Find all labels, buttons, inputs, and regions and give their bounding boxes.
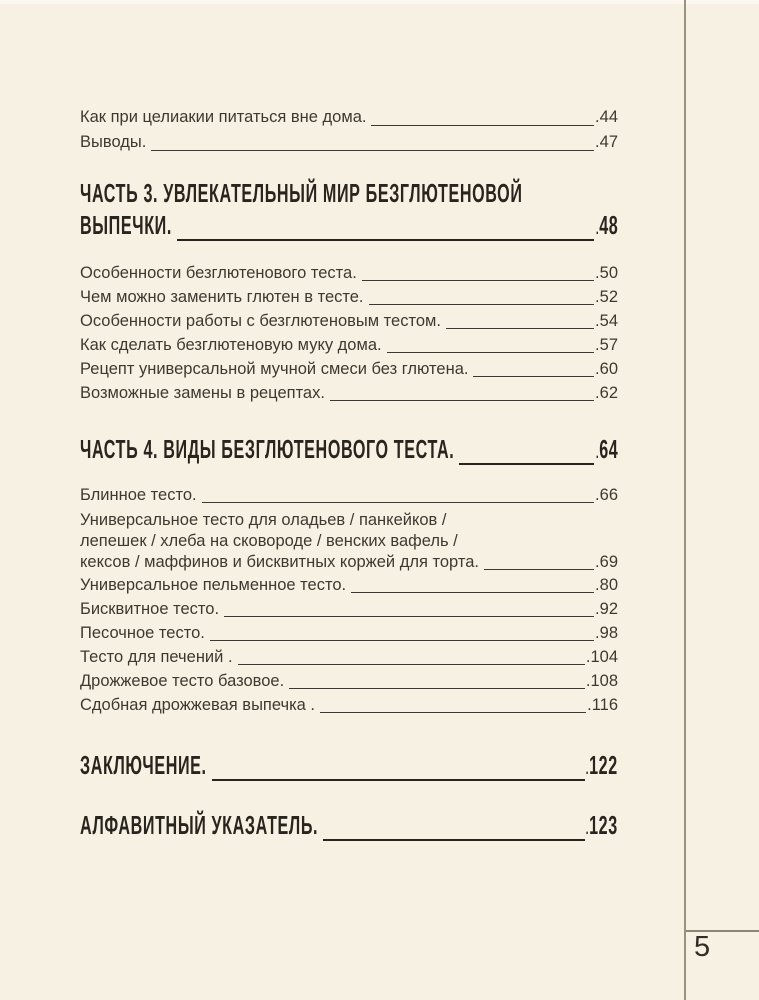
toc-entry	[80, 333, 618, 357]
toc-entry-label: Бисквитное тесто.	[80, 600, 220, 618]
leader-line	[446, 328, 594, 329]
toc-entry	[80, 621, 618, 645]
toc-entry-label: Чем можно заменить глютен в тесте.	[80, 288, 364, 306]
toc-entry-page: . 66	[595, 483, 618, 507]
leader-line	[330, 400, 594, 401]
leader-line	[224, 616, 594, 617]
toc-entry	[80, 381, 618, 405]
toc-entry	[80, 309, 618, 333]
toc-entry-page: . 116	[587, 693, 618, 717]
leader-line	[473, 376, 594, 377]
toc-entry-page: . 92	[595, 597, 618, 621]
toc-entry	[80, 357, 618, 381]
page-number: 5	[694, 931, 711, 963]
toc-entry	[80, 669, 618, 693]
toc-entry-label: Возможные замены в рецептах.	[80, 384, 325, 402]
leader-line	[323, 839, 585, 841]
toc-entry-label-line: Универсальное тесто для оладьев / панкейков /	[80, 511, 447, 529]
page-margin-rule	[684, 0, 686, 1000]
leader-line	[151, 150, 594, 151]
toc-entry-page: . 108	[586, 669, 618, 693]
toc-entry	[80, 645, 618, 669]
part4-title-row	[80, 433, 618, 470]
part4-title-text: ЧАСТЬ 4. ВИДЫ БЕЗГЛЮТЕНОВОГО ТЕСТА.	[80, 434, 455, 464]
toc-entry-page: . 50	[595, 261, 618, 285]
index-page: . 123	[586, 809, 618, 846]
toc-entry	[80, 573, 618, 597]
toc-entry-label: Выводы.	[80, 133, 147, 151]
leader-line	[351, 592, 594, 593]
toc-entry-page: . 69	[595, 552, 618, 573]
leader-line	[387, 352, 594, 353]
part3-title-text: ЧАСТЬ 3. УВЛЕКАТЕЛЬНЫЙ МИР БЕЗГЛЮТЕНОВОЙ	[80, 178, 523, 208]
toc-entry	[80, 285, 618, 309]
index-row	[80, 809, 618, 846]
toc-entry-label: Как сделать безглютеновую муку дома.	[80, 336, 382, 354]
toc-entry-label: Блинное тесто.	[80, 486, 197, 504]
part4-heading	[80, 433, 618, 470]
toc-entry-label: Особенности безглютенового теста.	[80, 264, 357, 282]
toc-entry-last-line	[80, 552, 618, 573]
part3-heading	[80, 177, 618, 246]
leader-line	[459, 463, 594, 465]
leader-line	[212, 779, 585, 781]
toc-entry-label: Дрожжевое тесто базовое.	[80, 672, 285, 690]
toc-entry	[80, 261, 618, 285]
toc-entry-label: Тесто для печений .	[80, 648, 233, 666]
leader-line	[484, 569, 594, 570]
toc-entry	[80, 693, 618, 717]
toc-entry-page: . 62	[595, 381, 618, 405]
toc-entry-label: Песочное тесто.	[80, 624, 205, 642]
table-of-contents	[80, 0, 618, 846]
toc-entry	[80, 130, 618, 155]
part3-title-line1	[80, 177, 618, 209]
leader-line	[177, 239, 594, 241]
part4-entries-after	[80, 573, 618, 717]
conclusion-title-text: ЗАКЛЮЧЕНИЕ.	[80, 750, 207, 780]
leader-line	[202, 502, 594, 503]
index-heading	[80, 809, 618, 846]
toc-entry-page: . 104	[586, 645, 618, 669]
leader-line	[320, 712, 586, 713]
toc-entry-page: . 47	[595, 130, 618, 155]
part3-entries	[80, 261, 618, 405]
part3-title-line2: ВЫПЕЧКИ.	[80, 210, 172, 240]
toc-entry-label-line: лепешек / хлеба на сковороде / венских вафель /	[80, 532, 458, 550]
toc-entry	[80, 597, 618, 621]
part4-entries	[80, 483, 618, 717]
leader-line	[369, 304, 595, 305]
toc-entry-label-line: кексов / маффинов и бисквитных коржей для торта.	[80, 553, 479, 571]
toc-entry-label: Сдобная дрожжевая выпечка .	[80, 696, 316, 714]
toc-entry-page: . 57	[595, 333, 618, 357]
toc-entry-page: . 44	[595, 105, 618, 130]
toc-intro-section	[80, 105, 618, 155]
part3-title-row	[80, 209, 618, 246]
leader-line	[238, 664, 585, 665]
toc-entry-label: Особенности работы с безглютеновым тестом.	[80, 312, 441, 330]
leader-line	[371, 125, 594, 126]
toc-entry-page: . 80	[595, 573, 618, 597]
toc-entry-page: . 52	[595, 285, 618, 309]
conclusion-row	[80, 749, 618, 786]
toc-entry-page: . 60	[595, 357, 618, 381]
toc-entry	[80, 483, 618, 507]
toc-entry-page: . 54	[595, 309, 618, 333]
toc-entry-label: Универсальное пельменное тесто.	[80, 576, 347, 594]
toc-entry-label: Рецепт универсальной мучной смеси без глютена.	[80, 360, 469, 378]
toc-entry-multiline	[80, 510, 618, 573]
conclusion-heading	[80, 749, 618, 786]
conclusion-page: . 122	[586, 749, 618, 786]
leader-line	[289, 688, 585, 689]
part4-page: . 64	[595, 433, 618, 470]
toc-entry	[80, 105, 618, 130]
leader-line	[362, 280, 594, 281]
toc-entry-page: . 98	[595, 621, 618, 645]
index-title-text: АЛФАВИТНЫЙ УКАЗАТЕЛЬ.	[80, 810, 319, 840]
toc-entry-label: Как при целиакии питаться вне дома.	[80, 108, 367, 126]
part3-page: . 48	[595, 209, 618, 246]
leader-line	[210, 640, 594, 641]
